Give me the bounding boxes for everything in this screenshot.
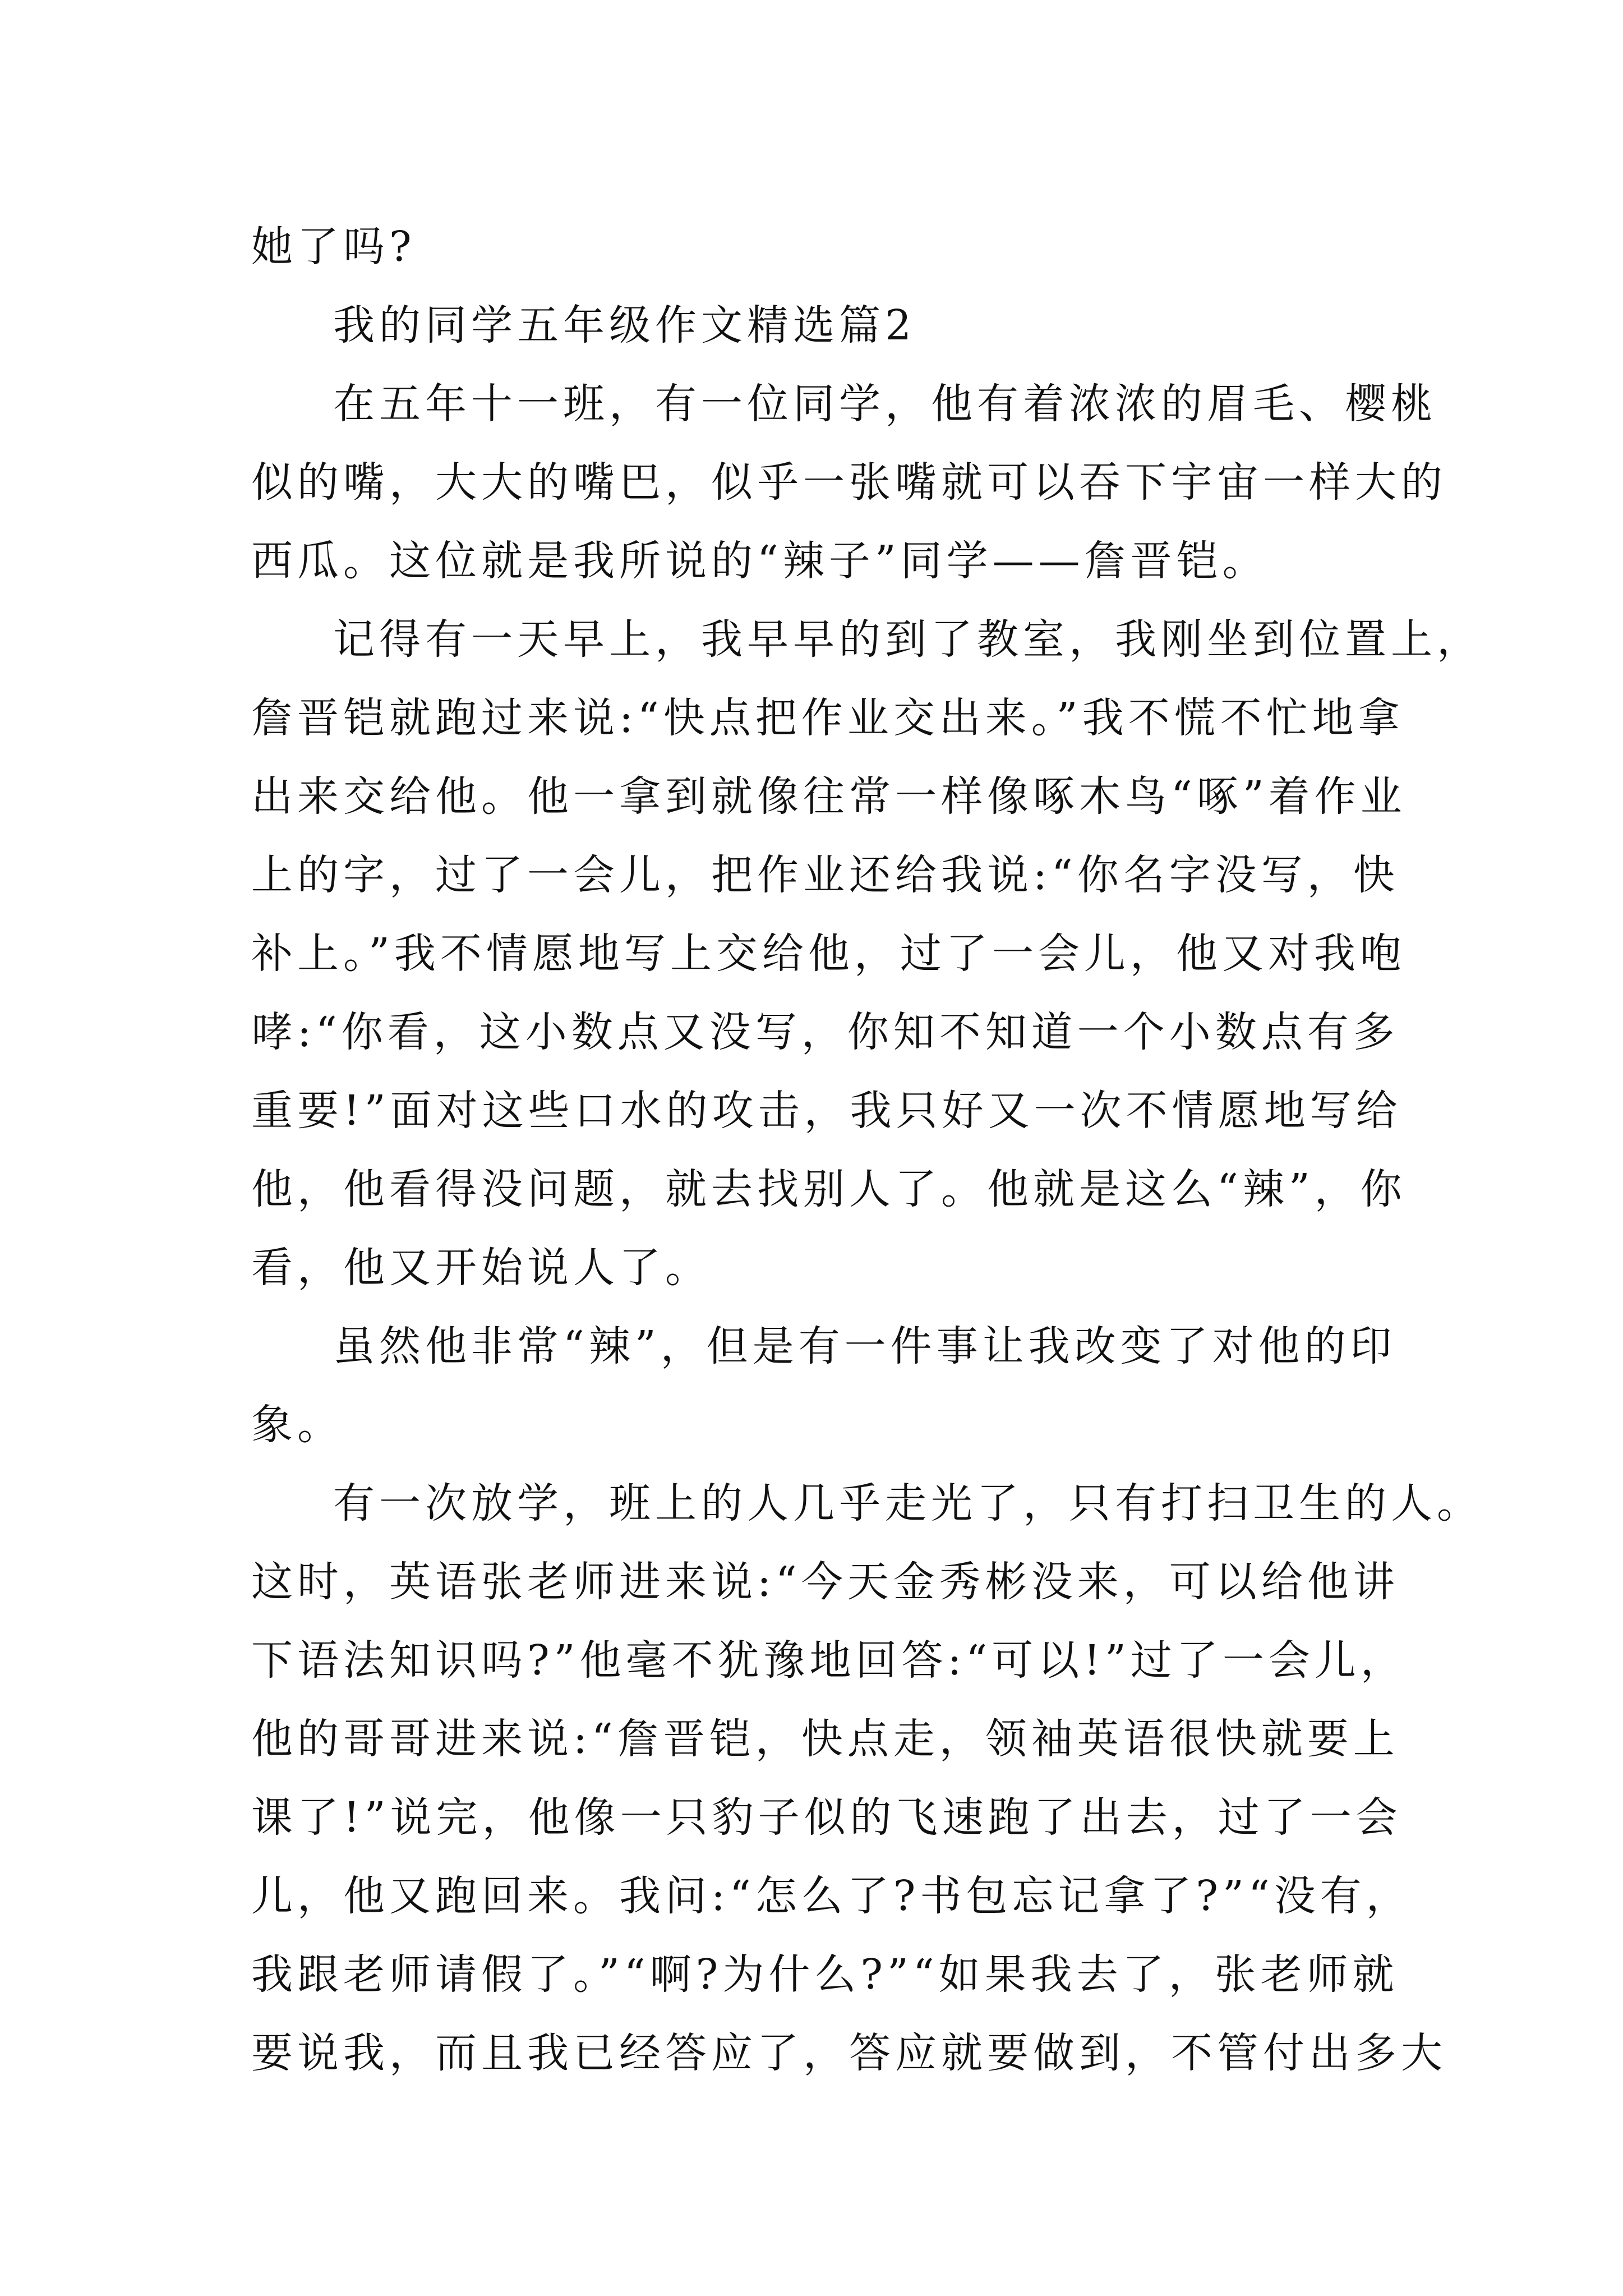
text-line: 补上。”我不情愿地写上交给他，过了一会儿，他又对我咆 bbox=[251, 930, 1406, 978]
text-line: 记得有一天早上，我早早的到了教室，我刚坐到位置上， bbox=[333, 615, 1483, 664]
text-line: 我跟老师请假了。”“啊?为什么?”“如果我去了，张老师就 bbox=[251, 1950, 1399, 1999]
text-line: 看，他又开始说人了。 bbox=[251, 1244, 711, 1292]
text-line: 西瓜。这位就是我所说的“辣子”同学——詹晋铠。 bbox=[251, 537, 1269, 585]
text-line: 他，他看得没问题，就去找别人了。他就是这么“辣”，你 bbox=[251, 1165, 1407, 1213]
text-line: 哮:“你看，这小数点又没写，你知不知道一个小数点有多 bbox=[251, 1008, 1399, 1056]
text-line: 他的哥哥进来说:“詹晋铠，快点走，领袖英语很快就要上 bbox=[251, 1715, 1399, 1763]
text-line: 詹晋铠就跑过来说:“快点把作业交出来。”我不慌不忙地拿 bbox=[251, 694, 1404, 742]
text-line: 儿，他又跑回来。我问:“怎么了?书包忘记拿了?”“没有， bbox=[251, 1872, 1412, 1920]
text-line: 象。 bbox=[251, 1401, 343, 1449]
text-line: 上的字，过了一会儿，把作业还给我说:“你名字没写，快 bbox=[251, 851, 1399, 899]
text-line: 要说我，而且我已经答应了，答应就要做到，不管付出多大 bbox=[251, 2029, 1447, 2077]
text-line: 课了!”说完，他像一只豹子似的飞速跑了出去，过了一会 bbox=[251, 1793, 1402, 1842]
text-line: 出来交给他。他一拿到就像往常一样像啄木鸟“啄”着作业 bbox=[251, 772, 1407, 821]
text-line: 有一次放学，班上的人几乎走光了，只有打扫卫生的人。 bbox=[333, 1479, 1483, 1527]
text-line: 在五年十一班，有一位同学，他有着浓浓的眉毛、樱桃 bbox=[333, 380, 1437, 428]
text-line: 虽然他非常“辣”，但是有一件事让我改变了对他的印 bbox=[333, 1322, 1396, 1370]
text-line: 这时，英语张老师进来说:“今天金秀彬没来，可以给他讲 bbox=[251, 1558, 1399, 1606]
section-heading: 我的同学五年级作文精选篇2 bbox=[333, 301, 916, 349]
text-line: 下语法知识吗?”他毫不犹豫地回答:“可以!”过了一会儿， bbox=[251, 1636, 1407, 1685]
text-line: 她了吗? bbox=[251, 223, 416, 271]
text-line: 重要!”面对这些口水的攻击，我只好又一次不情愿地写给 bbox=[251, 1087, 1402, 1135]
text-line: 似的嘴，大大的嘴巴，似乎一张嘴就可以吞下宇宙一样大的 bbox=[251, 458, 1447, 507]
